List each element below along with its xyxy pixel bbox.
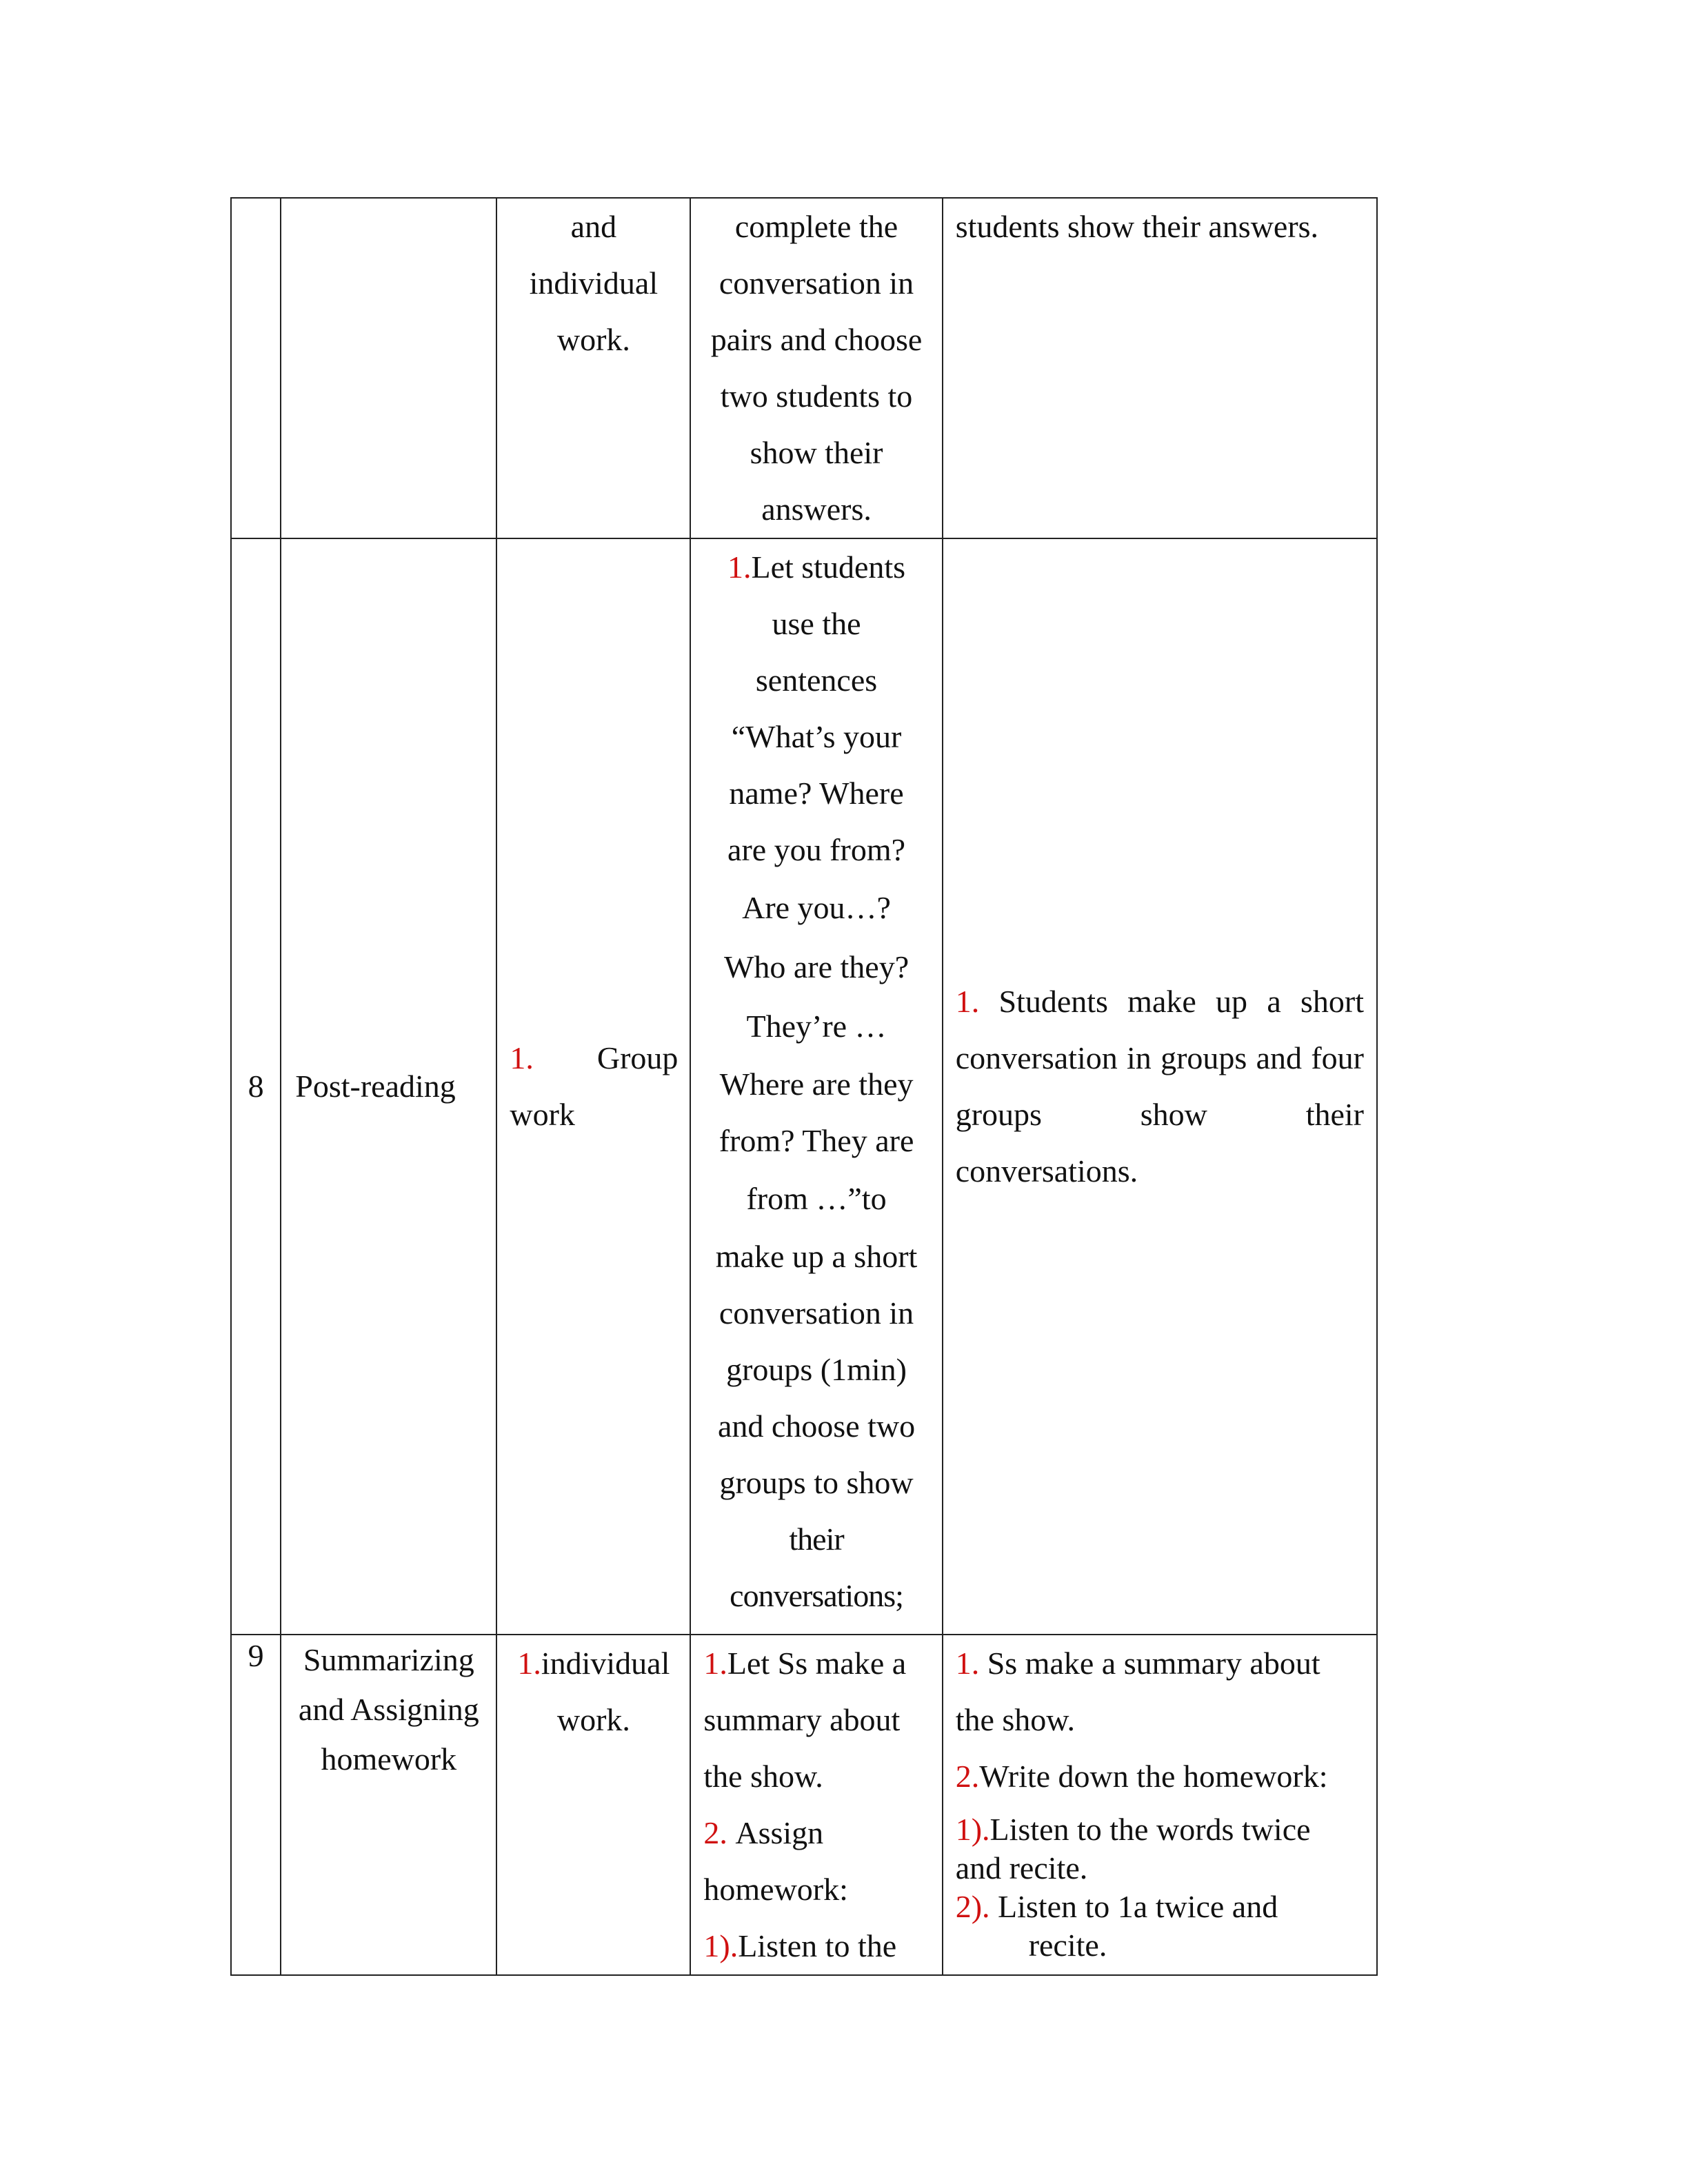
student-activity-cell: [943, 198, 1377, 538]
table-row: [231, 1635, 1377, 1975]
list-number: 2).: [955, 1889, 990, 1924]
teacher-line: are you from?: [727, 832, 906, 867]
table-row: [231, 198, 1377, 538]
method-line: work.: [556, 1702, 630, 1737]
student-line-text: Ss make a summary about: [987, 1646, 1320, 1681]
teacher-line-text: Let Ss make a: [727, 1646, 907, 1681]
teacher-line: complete the: [734, 209, 898, 244]
method-line: individual: [529, 265, 659, 301]
list-number: 1.: [955, 1646, 980, 1681]
teacher-activity-cell: [690, 1635, 942, 1975]
teacher-activity-cell: [690, 538, 942, 1635]
list-number: 1.: [517, 1646, 541, 1681]
student-text: students show their answers.: [955, 209, 1319, 244]
stage-cell: [281, 538, 496, 1635]
method-cell: [496, 198, 690, 538]
teacher-line: make up a short: [715, 1239, 918, 1274]
student-line: [956, 1888, 1364, 1926]
teacher-line: [691, 539, 941, 596]
student-line: [956, 1810, 1364, 1849]
student-activity-cell: [943, 1635, 1377, 1975]
table-row: [231, 538, 1377, 1635]
step-number-cell: [231, 198, 281, 538]
teacher-line: conversations;: [730, 1578, 903, 1613]
step-number-cell: [231, 538, 281, 1635]
list-number: 2.: [955, 1759, 980, 1794]
teacher-line: show their: [750, 435, 883, 470]
teacher-line: and choose two: [717, 1408, 916, 1444]
list-number: 1.: [703, 1646, 727, 1681]
teacher-line: sentences: [755, 663, 878, 698]
method-text: Group work: [510, 1040, 679, 1132]
student-line-text: Listen to the words twice: [989, 1812, 1311, 1847]
stage-line: and Assigning: [298, 1692, 479, 1727]
method-cell: [496, 1635, 690, 1975]
step-number: 8: [248, 1069, 264, 1104]
lesson-plan-table: [230, 197, 1378, 1976]
teacher-line-text: Let students: [751, 549, 906, 585]
teacher-line: They’re …: [746, 1009, 887, 1044]
student-line: recite.: [1028, 1928, 1107, 1963]
teacher-line: from …”to: [746, 1181, 887, 1216]
teacher-line-text: Listen to the: [738, 1928, 897, 1963]
teacher-line-text: Assign: [735, 1815, 824, 1850]
method-line-text: individual: [541, 1646, 670, 1681]
list-number: 1.: [955, 984, 980, 1019]
student-activity-cell: [943, 538, 1377, 1635]
teacher-line: [703, 1635, 929, 1692]
student-line: the show.: [955, 1702, 1076, 1737]
student-text: Students make up a short conversation in groups and four groups show their conversations.: [955, 984, 1364, 1189]
teacher-line: Where are they: [719, 1066, 914, 1102]
teacher-activity-cell: [690, 198, 942, 538]
teacher-line: answers.: [761, 492, 872, 527]
method-line: [497, 1635, 690, 1692]
teacher-line: Are you…?: [742, 890, 891, 925]
step-number-cell: [231, 1635, 281, 1975]
stage-label: Post-reading: [295, 1069, 456, 1104]
student-line: [956, 1748, 1364, 1805]
stage-line: Summarizing: [303, 1642, 474, 1677]
teacher-line: [703, 1805, 929, 1861]
teacher-line: the show.: [703, 1759, 823, 1794]
teacher-line: homework:: [703, 1872, 848, 1907]
teacher-line: groups to show: [719, 1465, 914, 1500]
stage-cell: [281, 198, 496, 538]
step-number: 9: [248, 1638, 264, 1673]
teacher-line: two students to: [720, 378, 913, 414]
list-number: 1.: [510, 1040, 534, 1075]
teacher-line: their: [789, 1521, 844, 1557]
student-line-text: Write down the homework:: [979, 1759, 1328, 1794]
teacher-line: name? Where: [729, 776, 904, 811]
method-line: work.: [556, 322, 630, 357]
teacher-line: summary about: [703, 1702, 901, 1737]
teacher-line: conversation in: [719, 265, 914, 301]
student-line-text: Listen to 1a twice and: [998, 1889, 1278, 1924]
student-line: and recite.: [955, 1850, 1088, 1885]
teacher-line: groups (1min): [726, 1352, 907, 1387]
list-number: 2.: [703, 1815, 727, 1850]
teacher-line: “What’s your: [731, 719, 902, 754]
teacher-line: [703, 1918, 929, 1974]
list-number: 1).: [703, 1928, 738, 1963]
list-number: 1.: [727, 549, 752, 585]
stage-line: homework: [321, 1741, 457, 1777]
teacher-line: from? They are: [719, 1123, 914, 1158]
teacher-line: pairs and choose: [710, 322, 923, 357]
stage-cell: [281, 1635, 496, 1975]
teacher-line: conversation in: [719, 1295, 914, 1331]
list-number: 1).: [955, 1812, 990, 1847]
method-line: and: [570, 209, 617, 244]
teacher-line: use the: [772, 606, 861, 641]
method-cell: [496, 538, 690, 1635]
teacher-line: Who are they?: [723, 949, 910, 984]
student-line: [956, 1635, 1364, 1692]
